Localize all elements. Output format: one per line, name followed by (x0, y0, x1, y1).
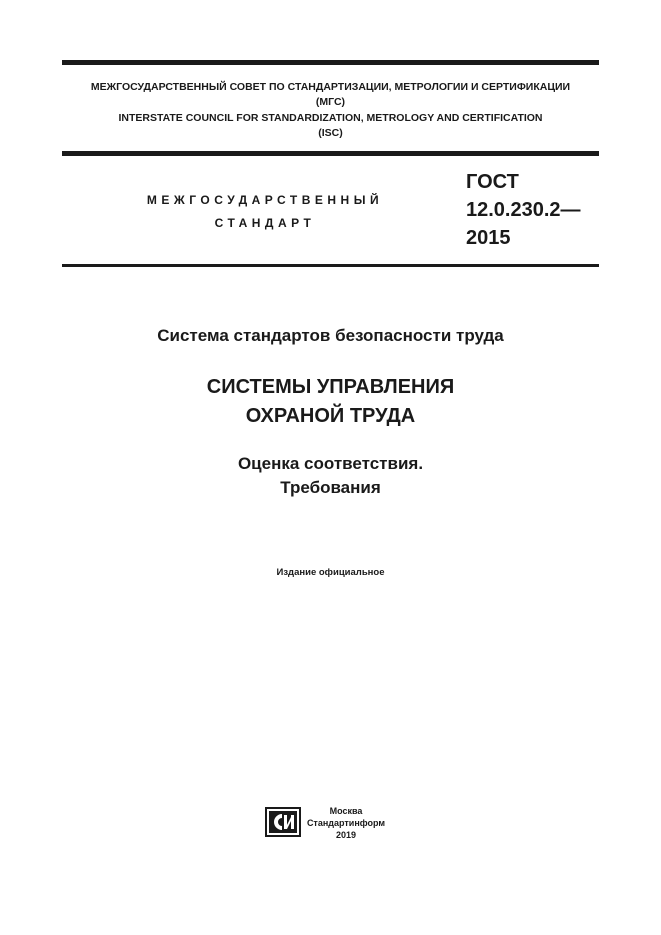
bottom-rule (62, 264, 599, 267)
edition-note: Издание официальное (276, 567, 385, 578)
middle-rule (62, 151, 599, 156)
gost-prefix: ГОСТ (466, 171, 519, 193)
gost-number: 12.0.230.2— (466, 199, 581, 221)
document-title (0, 373, 661, 431)
document-title-line2: ОХРАНОЙ ТРУДА (245, 405, 416, 427)
document-subtitle-line2: Требования (280, 478, 381, 497)
standard-kind-line2: СТАНДАРТ (214, 216, 316, 230)
council-name-en-line: INTERSTATE COUNCIL FOR STANDARDIZATION, METROLOGY AND CERTIFICATION (118, 112, 543, 124)
gost-designation (466, 168, 616, 252)
council-name-ru-line: МЕЖГОСУДАРСТВЕННЫЙ СОВЕТ ПО СТАНДАРТИЗАЦИИ, МЕТРОЛОГИИ И СЕРТИФИКАЦИИ (90, 81, 571, 93)
document-title-line1: СИСТЕМЫ УПРАВЛЕНИЯ (206, 376, 455, 398)
publisher-name: Стандартинформ (306, 818, 386, 828)
standard-kind-line1: МЕЖГОСУДАРСТВЕННЫЙ (146, 193, 384, 207)
publisher-block (306, 805, 386, 841)
standartinform-logo-icon (265, 807, 301, 837)
publisher-city: Москва (329, 806, 363, 816)
document-subtitle (0, 452, 661, 500)
document-subtitle-line1: Оценка соответствия. (237, 454, 424, 473)
standard-kind (120, 189, 410, 235)
gost-year: 2015 (466, 227, 511, 249)
council-abbr-en: (ISC) (318, 127, 343, 139)
publication-year: 2019 (335, 830, 357, 840)
council-name-en (62, 111, 599, 141)
top-rule (62, 60, 599, 65)
council-abbr-ru: (МГС) (315, 96, 346, 108)
council-name-ru (62, 80, 599, 110)
standards-series: Система стандартов безопасности труда (157, 326, 504, 345)
